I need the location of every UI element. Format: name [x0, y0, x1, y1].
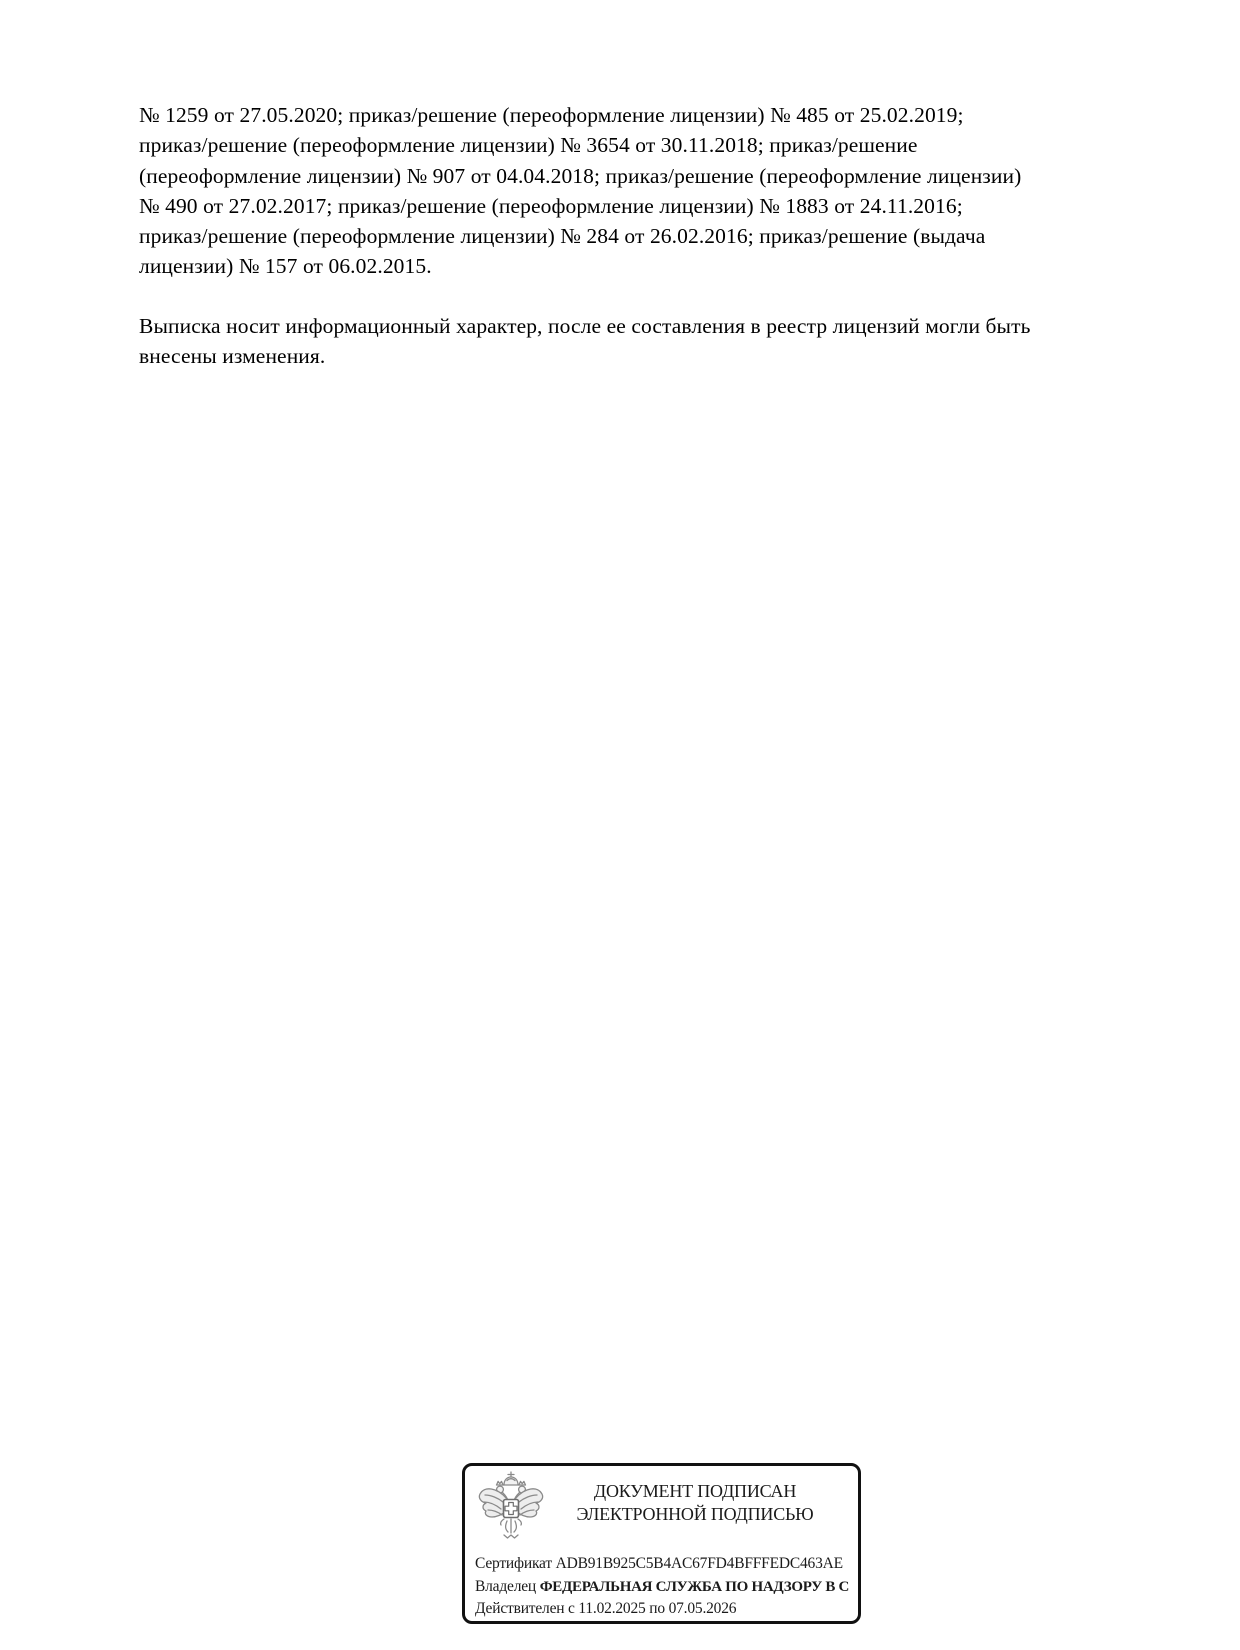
validity-line: Действителен с 11.02.2025 по 07.05.2026 — [475, 1600, 737, 1617]
certificate-line — [475, 1553, 858, 1576]
extract-note-paragraph — [139, 311, 1031, 372]
stamp-details — [475, 1553, 858, 1621]
text-line: внесены изменения. — [139, 344, 326, 369]
certificate-label: Сертификат — [475, 1555, 552, 1572]
text-line: № 1259 от 27.05.2020; приказ/решение (переоформление лицензии) № 485 от 25.02.2019; — [139, 103, 964, 127]
text-line: приказ/решение (переоформление лицензии) № 284 от 26.02.2016; приказ/решение (выдача — [139, 224, 986, 249]
text-line: (переоформление лицензии) № 907 от 04.04.2018; приказ/решение (переоформление лицензии) — [139, 163, 1022, 188]
text-line: лицензии) № 157 от 06.02.2015. — [139, 254, 432, 279]
stamp-title-line1: ДОКУМЕНТ ПОДПИСАН — [593, 1481, 797, 1501]
stamp-title — [543, 1480, 847, 1526]
owner-value: ФЕДЕРАЛЬНАЯ СЛУЖБА ПО НАДЗОРУ В С — [539, 1578, 850, 1595]
roszdravnadzor-emblem-icon — [477, 1471, 545, 1547]
owner-line — [475, 1576, 858, 1599]
text-line: № 490 от 27.02.2017; приказ/решение (переоформление лицензии) № 1883 от 24.11.2016; — [139, 193, 963, 218]
certificate-value: ADB91B925C5B4AC67FD4BFFFEDC463AE — [555, 1555, 843, 1572]
text-line: приказ/решение (переоформление лицензии) № 3654 от 30.11.2018; приказ/решение — [139, 133, 918, 158]
owner-label: Владелец — [475, 1577, 537, 1595]
license-orders-paragraph — [139, 100, 1021, 282]
stamp-title-line2: ЭЛЕКТРОННОЙ ПОДПИСЬЮ — [576, 1504, 814, 1524]
electronic-signature-stamp — [462, 1463, 861, 1624]
text-line: Выписка носит информационный характер, после ее составления в реестр лицензий могли быть — [139, 314, 1031, 338]
